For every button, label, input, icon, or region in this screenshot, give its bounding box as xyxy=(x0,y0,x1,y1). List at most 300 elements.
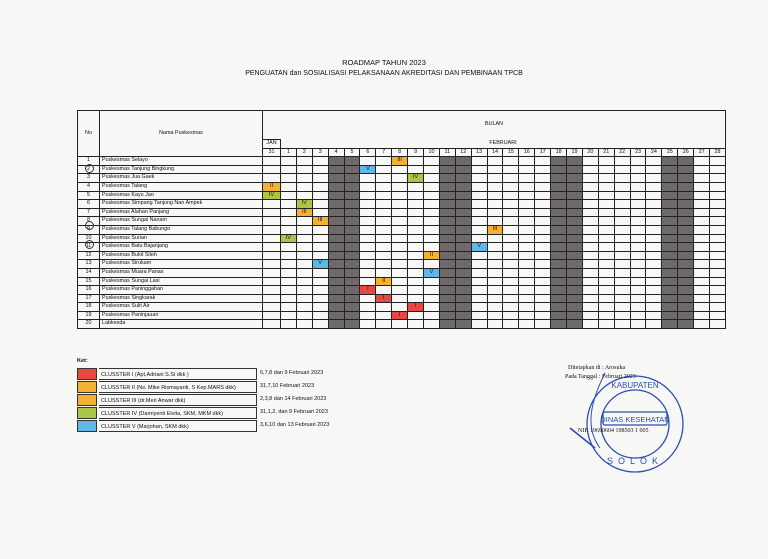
puskesmas-name: Puskesmas Paninjauan xyxy=(100,311,263,320)
day-cell xyxy=(646,217,662,226)
day-cell xyxy=(263,234,281,243)
day-cell xyxy=(598,200,614,209)
puskesmas-name: Puskesmas Selayo xyxy=(100,157,263,166)
day-cell xyxy=(503,157,519,166)
day-cell xyxy=(551,174,567,183)
day-cell xyxy=(455,320,471,329)
puskesmas-name: Puskesmas Surian xyxy=(100,234,263,243)
table-row xyxy=(78,208,726,217)
day-cell xyxy=(710,208,726,217)
day-cell xyxy=(646,268,662,277)
day-cell xyxy=(424,165,440,174)
day-cell xyxy=(519,208,535,217)
day-cell xyxy=(408,217,424,226)
day-cell xyxy=(281,260,297,269)
day-cell xyxy=(582,217,598,226)
day-cell xyxy=(551,303,567,312)
day-cell xyxy=(614,286,630,295)
day-cell xyxy=(503,182,519,191)
day-cell xyxy=(567,234,583,243)
day-cell xyxy=(281,311,297,320)
row-number: 6 xyxy=(78,200,100,209)
day-cell xyxy=(344,174,360,183)
day-cell xyxy=(630,182,646,191)
puskesmas-name: Puskesmas Talang Babungo xyxy=(100,225,263,234)
day-cell xyxy=(281,191,297,200)
day-cell xyxy=(471,260,487,269)
day-cell xyxy=(424,294,440,303)
legend-label: CLUSSTER IV (Darniyenti Elvita, SKM, MKM dkk) xyxy=(99,407,257,419)
day-cell xyxy=(296,174,312,183)
day-cell xyxy=(630,243,646,252)
day-header: 22 xyxy=(614,148,630,157)
day-cell xyxy=(694,260,710,269)
day-cell xyxy=(694,182,710,191)
day-cell xyxy=(312,234,328,243)
day-cell xyxy=(662,225,678,234)
day-cell xyxy=(582,225,598,234)
day-cell xyxy=(376,157,392,166)
day-cell xyxy=(328,165,344,174)
day-cell xyxy=(312,277,328,286)
day-header: 18 xyxy=(551,148,567,157)
day-cell xyxy=(551,243,567,252)
day-cell xyxy=(344,243,360,252)
day-cell xyxy=(312,286,328,295)
day-cell xyxy=(455,217,471,226)
day-cell xyxy=(614,277,630,286)
day-cell xyxy=(646,260,662,269)
day-cell xyxy=(328,311,344,320)
sign-line-1: Ditetapkan di : Arosuka xyxy=(568,365,626,371)
day-cell xyxy=(662,320,678,329)
day-cell xyxy=(471,311,487,320)
day-cell xyxy=(694,320,710,329)
day-cell xyxy=(551,191,567,200)
day-cell xyxy=(408,182,424,191)
puskesmas-name: Puskesmas Kayu Jao xyxy=(100,191,263,200)
day-cell xyxy=(582,191,598,200)
day-cell xyxy=(281,225,297,234)
day-cell xyxy=(263,251,281,260)
day-cell xyxy=(694,208,710,217)
day-cell xyxy=(439,234,455,243)
day-cell xyxy=(678,217,694,226)
day-cell xyxy=(439,277,455,286)
day-cell xyxy=(312,191,328,200)
legend-swatch xyxy=(77,368,97,380)
day-cell xyxy=(694,157,710,166)
day-cell xyxy=(376,268,392,277)
day-cell xyxy=(551,234,567,243)
day-cell xyxy=(694,277,710,286)
day-cell xyxy=(281,174,297,183)
day-cell xyxy=(535,165,551,174)
day-cell xyxy=(360,208,376,217)
day-cell xyxy=(598,165,614,174)
day-cell xyxy=(646,208,662,217)
day-cell xyxy=(360,251,376,260)
day-cell xyxy=(439,174,455,183)
legend-dates: 2,3,8 dan 14 Februari 2023 xyxy=(260,396,327,402)
day-cell xyxy=(503,303,519,312)
day-cell xyxy=(392,286,408,295)
day-cell xyxy=(503,260,519,269)
day-cell xyxy=(694,294,710,303)
day-cell xyxy=(598,320,614,329)
day-cell xyxy=(392,191,408,200)
table-row xyxy=(78,225,726,234)
table-row xyxy=(78,182,726,191)
day-cell xyxy=(296,311,312,320)
day-cell xyxy=(710,243,726,252)
day-cell xyxy=(312,182,328,191)
day-cell xyxy=(710,294,726,303)
day-cell xyxy=(408,191,424,200)
day-cell xyxy=(567,311,583,320)
day-cell xyxy=(614,243,630,252)
page-subtitle: PENGUATAN dan SOSIALISASI PELAKSANAAN AKREDITASI DAN PEMBINAAN TPCB xyxy=(245,70,523,77)
day-header: 5 xyxy=(344,148,360,157)
day-cell xyxy=(582,294,598,303)
day-cell xyxy=(503,208,519,217)
day-cell xyxy=(598,260,614,269)
day-cell xyxy=(344,225,360,234)
day-cell xyxy=(519,260,535,269)
row-number: 8 xyxy=(78,217,100,226)
day-cell xyxy=(487,174,503,183)
day-cell xyxy=(328,208,344,217)
day-cell xyxy=(408,234,424,243)
cluster-cell: III xyxy=(487,225,503,234)
day-cell xyxy=(487,200,503,209)
day-cell xyxy=(296,286,312,295)
legend-dates: 31,1,2, dan 9 Februari 2023 xyxy=(260,409,328,415)
day-cell xyxy=(519,157,535,166)
day-cell xyxy=(646,294,662,303)
day-cell xyxy=(376,303,392,312)
day-cell xyxy=(296,251,312,260)
day-cell xyxy=(567,174,583,183)
day-cell xyxy=(296,157,312,166)
day-cell xyxy=(312,225,328,234)
day-cell xyxy=(455,277,471,286)
table-row xyxy=(78,286,726,295)
day-cell xyxy=(455,303,471,312)
day-cell xyxy=(598,182,614,191)
day-cell xyxy=(455,260,471,269)
day-cell xyxy=(296,234,312,243)
day-cell xyxy=(439,191,455,200)
day-cell xyxy=(312,268,328,277)
day-cell xyxy=(392,260,408,269)
table-row xyxy=(78,268,726,277)
day-cell xyxy=(678,286,694,295)
day-cell xyxy=(360,320,376,329)
day-cell xyxy=(662,157,678,166)
day-cell xyxy=(678,225,694,234)
day-cell xyxy=(296,294,312,303)
day-cell xyxy=(519,303,535,312)
stamp-bottom-text: SOLOK xyxy=(606,456,664,466)
day-cell xyxy=(312,303,328,312)
day-cell xyxy=(328,286,344,295)
day-cell xyxy=(439,200,455,209)
day-cell xyxy=(535,234,551,243)
day-cell xyxy=(471,157,487,166)
day-cell xyxy=(646,311,662,320)
day-cell xyxy=(662,174,678,183)
day-cell xyxy=(296,165,312,174)
day-cell xyxy=(263,165,281,174)
day-cell xyxy=(535,174,551,183)
day-cell xyxy=(614,174,630,183)
day-cell xyxy=(630,294,646,303)
cluster-cell: V xyxy=(424,268,440,277)
day-cell xyxy=(376,174,392,183)
puskesmas-name: Puskesmas Talang xyxy=(100,182,263,191)
table-row xyxy=(78,191,726,200)
table-row xyxy=(78,311,726,320)
day-cell xyxy=(551,208,567,217)
day-cell xyxy=(360,277,376,286)
day-cell xyxy=(408,286,424,295)
day-cell xyxy=(551,157,567,166)
day-cell xyxy=(519,234,535,243)
day-cell xyxy=(614,182,630,191)
day-cell xyxy=(392,277,408,286)
puskesmas-name: Puskesmas Singkarak xyxy=(100,294,263,303)
day-cell xyxy=(630,200,646,209)
day-cell xyxy=(455,157,471,166)
day-cell xyxy=(376,251,392,260)
day-cell xyxy=(263,200,281,209)
table-row xyxy=(78,294,726,303)
day-cell xyxy=(662,268,678,277)
day-cell xyxy=(439,243,455,252)
day-cell xyxy=(487,286,503,295)
row-number: 5 xyxy=(78,191,100,200)
day-cell xyxy=(328,243,344,252)
day-cell xyxy=(567,191,583,200)
day-cell xyxy=(519,251,535,260)
day-cell xyxy=(598,311,614,320)
day-cell xyxy=(662,294,678,303)
day-cell xyxy=(551,260,567,269)
day-cell xyxy=(535,191,551,200)
day-cell xyxy=(503,217,519,226)
day-cell xyxy=(408,225,424,234)
day-cell xyxy=(455,165,471,174)
table-row xyxy=(78,234,726,243)
day-cell xyxy=(662,243,678,252)
day-cell xyxy=(281,182,297,191)
day-cell xyxy=(376,182,392,191)
day-cell xyxy=(439,320,455,329)
day-cell xyxy=(519,294,535,303)
day-cell xyxy=(694,251,710,260)
day-cell xyxy=(344,311,360,320)
day-cell xyxy=(296,182,312,191)
day-cell xyxy=(503,191,519,200)
row-number: 16 xyxy=(78,286,100,295)
day-cell xyxy=(360,182,376,191)
day-cell xyxy=(328,225,344,234)
day-cell xyxy=(424,260,440,269)
day-cell xyxy=(567,225,583,234)
row-number: 11 xyxy=(78,243,100,252)
day-cell xyxy=(424,225,440,234)
day-cell xyxy=(535,311,551,320)
day-cell xyxy=(328,268,344,277)
day-cell xyxy=(519,311,535,320)
day-cell xyxy=(471,182,487,191)
day-cell xyxy=(392,320,408,329)
day-cell xyxy=(710,303,726,312)
day-cell xyxy=(455,182,471,191)
puskesmas-name: Puskesmas Bukit Sileh xyxy=(100,251,263,260)
day-cell xyxy=(678,200,694,209)
day-cell xyxy=(551,182,567,191)
day-cell xyxy=(312,200,328,209)
day-cell xyxy=(439,208,455,217)
row-number: 10 xyxy=(78,234,100,243)
day-cell xyxy=(392,225,408,234)
day-header: 17 xyxy=(535,148,551,157)
day-cell xyxy=(312,251,328,260)
day-cell xyxy=(424,320,440,329)
puskesmas-name: Puskesmas Sungai Lasi xyxy=(100,277,263,286)
day-cell xyxy=(678,268,694,277)
day-cell xyxy=(360,303,376,312)
day-header: 2 xyxy=(296,148,312,157)
day-cell xyxy=(567,286,583,295)
day-cell xyxy=(582,286,598,295)
day-cell xyxy=(567,243,583,252)
day-header: 11 xyxy=(439,148,455,157)
day-cell xyxy=(281,157,297,166)
day-cell xyxy=(408,294,424,303)
day-cell xyxy=(519,320,535,329)
day-cell xyxy=(567,260,583,269)
day-cell xyxy=(535,243,551,252)
day-cell xyxy=(582,303,598,312)
cluster-cell: II xyxy=(424,251,440,260)
day-cell xyxy=(439,217,455,226)
day-cell xyxy=(614,303,630,312)
day-cell xyxy=(662,251,678,260)
roadmap-table xyxy=(77,110,726,329)
day-cell xyxy=(471,234,487,243)
cluster-cell: III xyxy=(392,157,408,166)
day-cell xyxy=(598,286,614,295)
day-cell xyxy=(678,174,694,183)
day-cell xyxy=(439,182,455,191)
row-number: 12 xyxy=(78,251,100,260)
day-cell xyxy=(263,225,281,234)
day-cell xyxy=(487,217,503,226)
day-cell xyxy=(344,217,360,226)
day-cell xyxy=(439,251,455,260)
day-cell xyxy=(408,165,424,174)
row-number: 7 xyxy=(78,208,100,217)
day-cell xyxy=(263,320,281,329)
puskesmas-name: Puskesmas Jua Gaek xyxy=(100,174,263,183)
day-cell xyxy=(439,294,455,303)
table-row xyxy=(78,303,726,312)
day-cell xyxy=(312,320,328,329)
legend-dates: 6,7,8 dan 9 Februari 2023 xyxy=(260,370,324,376)
row-circle-mark xyxy=(85,221,94,230)
day-cell xyxy=(519,286,535,295)
day-cell xyxy=(296,260,312,269)
day-cell xyxy=(710,200,726,209)
day-cell xyxy=(328,260,344,269)
day-cell xyxy=(678,234,694,243)
day-cell xyxy=(630,303,646,312)
legend-dates: 31,7,10 Februari 2023 xyxy=(260,383,315,389)
day-cell xyxy=(424,303,440,312)
day-cell xyxy=(646,251,662,260)
day-header: 4 xyxy=(328,148,344,157)
day-header: 20 xyxy=(582,148,598,157)
day-cell xyxy=(503,320,519,329)
day-cell xyxy=(471,200,487,209)
day-cell xyxy=(360,157,376,166)
day-cell xyxy=(312,294,328,303)
day-cell xyxy=(376,311,392,320)
day-cell xyxy=(455,208,471,217)
day-cell xyxy=(551,311,567,320)
day-cell xyxy=(503,200,519,209)
day-cell xyxy=(281,217,297,226)
day-cell xyxy=(328,200,344,209)
puskesmas-name: Puskesmas Simpang Tanjung Nan Ampek xyxy=(100,200,263,209)
day-cell xyxy=(344,294,360,303)
day-cell xyxy=(344,251,360,260)
day-cell xyxy=(551,200,567,209)
day-cell xyxy=(487,234,503,243)
day-cell xyxy=(471,277,487,286)
day-cell xyxy=(519,191,535,200)
day-header: 16 xyxy=(519,148,535,157)
day-cell xyxy=(487,251,503,260)
day-cell xyxy=(281,294,297,303)
day-cell xyxy=(630,251,646,260)
day-cell xyxy=(344,157,360,166)
day-cell xyxy=(598,225,614,234)
day-cell xyxy=(710,320,726,329)
legend-row xyxy=(77,407,517,419)
day-cell xyxy=(582,234,598,243)
day-cell xyxy=(614,234,630,243)
day-cell xyxy=(535,225,551,234)
day-cell xyxy=(614,268,630,277)
day-cell xyxy=(263,157,281,166)
day-cell xyxy=(614,260,630,269)
day-cell xyxy=(519,277,535,286)
day-cell xyxy=(630,217,646,226)
table-row xyxy=(78,200,726,209)
day-cell xyxy=(281,286,297,295)
day-cell xyxy=(344,234,360,243)
day-cell xyxy=(630,191,646,200)
day-cell xyxy=(582,157,598,166)
day-cell xyxy=(424,174,440,183)
stamp-top-text: KABUPATEN xyxy=(611,381,659,390)
row-number: 18 xyxy=(78,303,100,312)
day-cell xyxy=(519,200,535,209)
